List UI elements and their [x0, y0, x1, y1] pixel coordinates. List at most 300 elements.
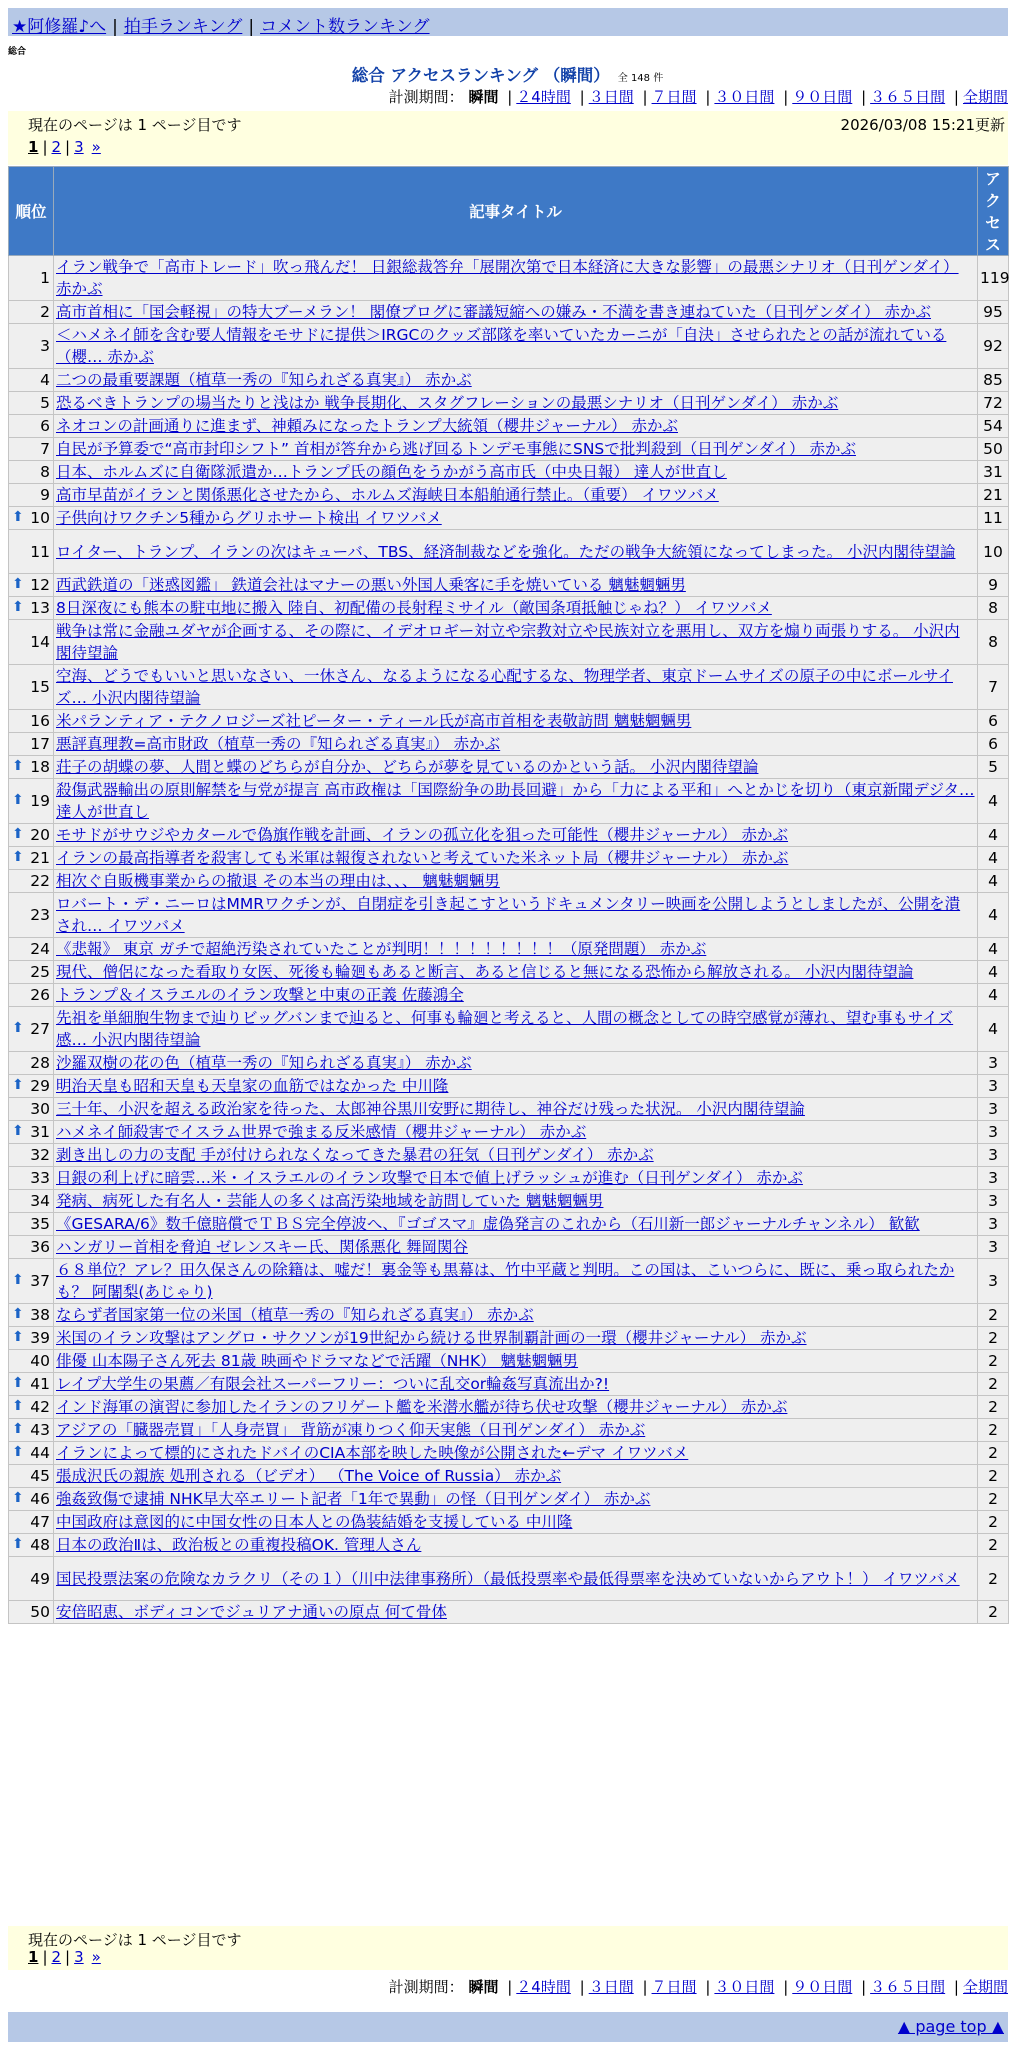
access-count: 72: [978, 392, 1009, 415]
access-count: 4: [978, 847, 1009, 870]
up-arrow-icon: ⬆: [12, 792, 24, 808]
title-cell: [54, 574, 978, 597]
up-arrow-icon: ⬆: [12, 1329, 24, 1345]
title-cell: [54, 1534, 978, 1557]
table-row: [9, 324, 1009, 369]
access-count: 2: [978, 1304, 1009, 1327]
rank-cell: [9, 1167, 54, 1190]
access-count: 2: [978, 1442, 1009, 1465]
title-cell: [54, 1075, 978, 1098]
article-title-link[interactable]: 悪評真理教=高市財政（植草一秀の『知られざる真実』） 赤かぶ: [56, 735, 501, 753]
article-title-link[interactable]: 三十年、小沢を超える政治家を待った、太郎神谷黒川安野に期待し、神谷だけ残った状況。 小沢内閣待望論: [56, 1100, 805, 1118]
rank-number: 31: [30, 1123, 50, 1141]
rank-number: 38: [30, 1306, 50, 1324]
period-link-24h[interactable]: ２4時間: [516, 88, 571, 106]
rank-number: 25: [30, 963, 50, 981]
title-cell: [54, 1144, 978, 1167]
table-row: [9, 1121, 1009, 1144]
access-count: 4: [978, 984, 1009, 1007]
period-current: 瞬間: [468, 1978, 499, 1996]
article-title-link[interactable]: 西武鉄道の「迷惑図鑑」 鉄道会社はマナーの悪い外国人乗客に手を焼いている 魑魅魍魎男: [56, 576, 686, 594]
title-cell: [54, 938, 978, 961]
article-title-link[interactable]: 中国政府は意図的に中国女性の日本人との偽装結婚を支援している 中川隆: [56, 1513, 573, 1531]
article-title-link[interactable]: レイプ大学生の果薦／有限会社スーパーフリー：ついに乱交or輪姦写真流出か?!: [56, 1375, 610, 1393]
separator: |: [248, 17, 255, 37]
article-title-link[interactable]: 米パランティア・テクノロジーズ社ピーター・ティール氏が高市首相を表敬訪問 魑魅魍魎男: [56, 712, 692, 730]
rank-cell: [9, 574, 54, 597]
table-row: [9, 1419, 1009, 1442]
table-row: [9, 1304, 1009, 1327]
title-cell: [54, 1488, 978, 1511]
article-title-link[interactable]: 《GESARA/6》数千億賠償でＴＢＳ完全停波へ、『ゴゴスマ』虚偽発言のこれから（石川新一郎ジャーナルチャンネル） 歓歓: [56, 1215, 920, 1233]
rank-number: 30: [30, 1100, 50, 1118]
access-count: 4: [978, 893, 1009, 938]
page-top-link[interactable]: ▲ page top ▲: [897, 2017, 1004, 2036]
rank-cell: [9, 984, 54, 1007]
total-count: 全 148 件: [617, 73, 664, 84]
access-count: 3: [978, 1075, 1009, 1098]
title-cell: [54, 415, 978, 438]
rank-cell: [9, 507, 54, 530]
period-selector-top: 計測期間： 瞬間 | ２4時間 | ３日間 | ７日間 | ３０日間 | ９０日間 | ３６５日間 | 全期間: [388, 88, 1008, 106]
article-title-link[interactable]: 張成沢氏の親族 処刑される（ビデオ） （The Voice of Russia） 赤かぶ: [56, 1467, 562, 1485]
article-title-link[interactable]: トランプ＆イスラエルのイラン攻撃と中東の正義 佐藤鴻全: [56, 986, 464, 1004]
title-cell: [54, 1098, 978, 1121]
page-link-2[interactable]: 2: [51, 138, 62, 156]
rank-cell: [9, 461, 54, 484]
access-count: 2: [978, 1396, 1009, 1419]
article-title-link[interactable]: 荘子の胡蝶の夢、人間と蝶のどちらが自分か、どちらが夢を見ているのかという話。 小沢内閣待望論: [56, 758, 759, 776]
article-title-link[interactable]: イランの最高指導者を殺害しても米軍は報復されないと考えていた米ネット局（櫻井ジャーナル） 赤かぶ: [56, 849, 789, 867]
access-count: 3: [978, 1167, 1009, 1190]
table-row: [9, 961, 1009, 984]
access-count: 3: [978, 1259, 1009, 1304]
table-row: [9, 733, 1009, 756]
table-row: [9, 507, 1009, 530]
rank-number: 16: [30, 712, 50, 730]
access-count: 4: [978, 824, 1009, 847]
rank-number: 44: [30, 1444, 50, 1462]
access-count: 50: [978, 438, 1009, 461]
article-title-link[interactable]: 相次ぐ自販機事業からの撤退 その本当の理由は、、、 魑魅魍魎男: [56, 872, 500, 890]
rank-cell: [9, 665, 54, 710]
rank-cell: [9, 1213, 54, 1236]
article-title-link[interactable]: 日銀の利上げに暗雲…米・イスラエルのイラン攻撃で日本で値上げラッシュが進む（日刊ゲンダイ） 赤かぶ: [56, 1169, 803, 1187]
nav-link-asyura-home[interactable]: ★阿修羅♪へ: [12, 17, 107, 37]
period-link-24h[interactable]: ２4時間: [516, 1978, 571, 1996]
up-arrow-icon: ⬆: [12, 1077, 24, 1093]
title-cell: [54, 1190, 978, 1213]
page-current: 1: [28, 138, 39, 156]
rank-number: 23: [30, 906, 50, 924]
article-title-link[interactable]: 殺傷武器輸出の原則解禁を与党が提言 高市政権は「国際紛争の助長回避」から「力による平和」へとかじを切り（東京新聞デジタ… 達人が世直し: [56, 781, 975, 821]
article-title-link[interactable]: ＜ハメネイ師を含む要人情報をモサドに提供＞IRGCのクッズ部隊を率いていたカーニが「自決」させられたとの話が流れている（櫻… 赤かぶ: [56, 326, 947, 366]
article-title-link[interactable]: 発病、病死した有名人・芸能人の多くは高汚染地域を訪問していた 魑魅魍魎男: [56, 1192, 604, 1210]
up-arrow-icon: ⬆: [12, 849, 24, 865]
rank-number: 14: [30, 633, 50, 651]
table-row: [9, 1442, 1009, 1465]
period-link-7d[interactable]: ７日間: [651, 88, 697, 106]
rank-number: 49: [30, 1569, 50, 1588]
rank-cell: [9, 938, 54, 961]
title-cell: [54, 392, 978, 415]
period-link-90d[interactable]: ９０日間: [792, 1978, 853, 1996]
page-title: [0, 62, 1015, 86]
title-cell: [54, 779, 978, 824]
period-link-90d[interactable]: ９０日間: [792, 88, 853, 106]
title-cell: [54, 1304, 978, 1327]
up-arrow-icon: ⬆: [12, 509, 24, 525]
title-cell: [54, 1373, 978, 1396]
category-tag: 総合: [8, 47, 27, 57]
table-row: [9, 1350, 1009, 1373]
article-title-link[interactable]: 日本の政治Ⅱは、政治板との重複投稿OK. 管理人さん: [56, 1536, 422, 1554]
rank-number: 35: [30, 1215, 50, 1233]
article-title-link[interactable]: 8日深夜にも熊本の駐屯地に搬入 陸自、初配備の長射程ミサイル（敵国条項抵触じゃね？） イワツバメ: [56, 599, 772, 617]
table-row: [9, 1167, 1009, 1190]
table-row: [9, 1511, 1009, 1534]
access-count: 7: [978, 665, 1009, 710]
rank-cell: [9, 1121, 54, 1144]
access-count: 3: [978, 1236, 1009, 1259]
rank-number: 17: [30, 735, 50, 753]
rank-cell: [9, 1419, 54, 1442]
top-nav-links: [12, 12, 430, 37]
table-row: [9, 574, 1009, 597]
rank-number: 18: [30, 758, 50, 776]
period-link-all[interactable]: 全期間: [962, 88, 1008, 106]
access-count: 2: [978, 1373, 1009, 1396]
table-row: [9, 847, 1009, 870]
rank-cell: [9, 392, 54, 415]
up-arrow-icon: ⬆: [12, 1306, 24, 1322]
rank-cell: [9, 324, 54, 369]
title-cell: [54, 1213, 978, 1236]
rank-cell: [9, 369, 54, 392]
rank-number: 42: [30, 1398, 50, 1416]
rank-cell: [9, 484, 54, 507]
title-cell: [54, 1167, 978, 1190]
table-row: [9, 1488, 1009, 1511]
article-title-link[interactable]: 国民投票法案の危険なカラクリ（その１）（川中法律事務所）（最低投票率や最低得票率を決めていないからアウト！） イワツバメ: [56, 1569, 960, 1588]
rank-cell: [9, 756, 54, 779]
rank-cell: [9, 1304, 54, 1327]
page-current: 1: [28, 1948, 39, 1966]
period-selector-bottom: 計測期間： 瞬間 | ２4時間 | ３日間 | ７日間 | ３０日間 | ９０日間 | ３６５日間 | 全期間: [388, 1978, 1008, 1996]
table-row: [9, 779, 1009, 824]
article-title-link[interactable]: 日本、ホルムズに自衛隊派遣か…トランプ氏の顔色をうかがう高市氏（中央日報） 達人が世直し: [56, 463, 727, 481]
table-row: [9, 438, 1009, 461]
ranking-table: [8, 166, 1009, 1624]
current-page-text: 現在のページは 1 ページ目です: [28, 116, 242, 134]
rank-cell: [9, 1534, 54, 1557]
table-row: [9, 1075, 1009, 1098]
access-count: 10: [978, 530, 1009, 574]
access-count: 2: [978, 1327, 1009, 1350]
up-arrow-icon: ⬆: [12, 1375, 24, 1391]
rank-cell: [9, 1601, 54, 1624]
article-title-link[interactable]: 自民が予算委で“高市封印シフト” 首相が答弁から逃げ回るトンデモ事態にSNSで批判殺到（日刊ゲンダイ） 赤かぶ: [56, 440, 856, 458]
rank-number: 7: [40, 440, 50, 458]
table-row: [9, 824, 1009, 847]
article-title-link[interactable]: ならず者国家第一位の米国（植草一秀の『知られざる真実』） 赤かぶ: [56, 1306, 534, 1324]
updated-timestamp: 2026/03/08 15:21更新: [840, 116, 1005, 134]
table-row: [9, 1052, 1009, 1075]
title-cell: [54, 484, 978, 507]
article-title-link[interactable]: ハンガリー首相を脅迫 ゼレンスキー氏、関係悪化 舞岡関谷: [56, 1238, 469, 1256]
page-info-bottom: [8, 1926, 1008, 1970]
header-rank: 順位: [9, 167, 54, 256]
rank-cell: [9, 870, 54, 893]
table-row: [9, 1236, 1009, 1259]
article-title-link[interactable]: 恐るべきトランプの場当たりと浅はか 戦争長期化、スタグフレーションの最悪シナリオ（日刊ゲンダイ） 赤かぶ: [56, 394, 839, 412]
period-link-365d[interactable]: ３６５日間: [870, 88, 946, 106]
access-count: 4: [978, 779, 1009, 824]
title-cell: [54, 1121, 978, 1144]
up-arrow-icon: ⬆: [12, 1490, 24, 1506]
rank-number: 45: [30, 1467, 50, 1485]
page-link-2[interactable]: 2: [51, 1948, 62, 1966]
article-title-link[interactable]: 沙羅双樹の花の色（植草一秀の『知られざる真実』） 赤かぶ: [56, 1054, 472, 1072]
title-cell: [54, 733, 978, 756]
article-title-link[interactable]: 二つの最重要課題（植草一秀の『知られざる真実』） 赤かぶ: [56, 371, 472, 389]
access-count: 85: [978, 369, 1009, 392]
rank-cell: [9, 1350, 54, 1373]
rank-number: 37: [30, 1272, 50, 1290]
rank-number: 50: [30, 1603, 50, 1621]
table-row: [9, 1534, 1009, 1557]
rank-number: 9: [40, 486, 50, 504]
table-row: [9, 301, 1009, 324]
up-arrow-icon: ⬆: [12, 1123, 24, 1139]
table-row: [9, 1098, 1009, 1121]
access-count: 4: [978, 1007, 1009, 1052]
title-cell: [54, 438, 978, 461]
table-row: [9, 1327, 1009, 1350]
title-cell: [54, 847, 978, 870]
access-count: 21: [978, 484, 1009, 507]
access-count: 92: [978, 324, 1009, 369]
article-title-link[interactable]: 高市首相に「国会軽視」の特大ブーメラン！ 閣僚ブログに審議短縮への嫌み・不満を書き連ねていた（日刊ゲンダイ） 赤かぶ: [56, 303, 931, 321]
article-title-link[interactable]: 現代、僧侶になった看取り女医、死後も輪廻もあると断言、あると信じると無になる恐怖から解放される。 小沢内閣待望論: [56, 963, 914, 981]
rank-cell: [9, 1465, 54, 1488]
rank-number: 41: [30, 1375, 50, 1393]
title-cell: [54, 620, 978, 665]
article-title-link[interactable]: ロイター、トランプ、イランの次はキューバ、TBS、経済制裁などを強化。ただの戦争大統領になってしまった。 小沢内閣待望論: [56, 542, 956, 561]
title-cell: [54, 824, 978, 847]
title-cell: [54, 369, 978, 392]
article-title-link[interactable]: 剥き出しの力の支配 手が付けられなくなってきた暴君の狂気（日刊ゲンダイ） 赤かぶ: [56, 1146, 654, 1164]
article-title-link[interactable]: 米国のイラン攻撃はアングロ・サクソンが19世紀から続ける世界制覇計画の一環（櫻井ジャーナル） 赤かぶ: [56, 1329, 807, 1347]
article-title-link[interactable]: ロバート・デ・ニーロはMMRワクチンが、自閉症を引き起こすというドキュメンタリー映画を公開しようとしましたが、公開を潰され… イワツバメ: [56, 895, 961, 935]
article-title-link[interactable]: ハメネイ師殺害でイスラム世界で強まる反米感情（櫻井ジャーナル） 赤かぶ: [56, 1123, 587, 1141]
rank-number: 19: [30, 792, 50, 810]
rank-number: 48: [30, 1536, 50, 1554]
access-count: 2: [978, 1557, 1009, 1601]
title-cell: [54, 256, 978, 301]
access-count: 4: [978, 961, 1009, 984]
article-title-link[interactable]: 《悲報》 東京 ガチで超絶汚染されていたことが判明！！！！！！！！！（原発問題） 赤かぶ: [56, 940, 707, 958]
rank-cell: [9, 301, 54, 324]
rank-number: 21: [30, 849, 50, 867]
table-row: [9, 938, 1009, 961]
rank-number: 1: [40, 269, 50, 287]
article-title-link[interactable]: 高市早苗がイランと関係悪化させたから、ホルムズ海峡日本船舶通行禁止。（重要） イワツバメ: [56, 486, 719, 504]
rank-number: 22: [30, 872, 50, 890]
rank-cell: [9, 779, 54, 824]
article-title-link[interactable]: アジアの「臓器売買」「人身売買」 背筋が凍りつく仰天実態（日刊ゲンダイ） 赤かぶ: [56, 1421, 646, 1439]
ranking-table-body: [9, 256, 1009, 1624]
rank-number: 5: [40, 394, 50, 412]
rank-cell: [9, 1557, 54, 1601]
article-title-link[interactable]: 俳優 山本陽子さん死去 81歳 映画やドラマなどで活躍（NHK） 魑魅魍魎男: [56, 1352, 579, 1370]
header-access: アクセス: [978, 167, 1009, 256]
access-count: 3: [978, 1098, 1009, 1121]
rank-cell: [9, 1144, 54, 1167]
table-row: [9, 1373, 1009, 1396]
article-title-link[interactable]: 強姦致傷で逮捕 NHK早大卒エリート記者「1年で異動」の怪（日刊ゲンダイ） 赤かぶ: [56, 1490, 651, 1508]
access-count: 3: [978, 1052, 1009, 1075]
article-title-link[interactable]: インド海軍の演習に参加したイランのフリゲート艦を米潜水艦が待ち伏せ攻撃（櫻井ジャーナル） 赤かぶ: [56, 1398, 788, 1416]
title-cell: [54, 1465, 978, 1488]
article-title-link[interactable]: イランによって標的にされたドバイのCIA本部を映した映像が公開された←デマ イワツバメ: [56, 1444, 689, 1462]
up-arrow-icon: ⬆: [12, 826, 24, 842]
rank-cell: [9, 824, 54, 847]
up-arrow-icon: ⬆: [12, 576, 24, 592]
rank-number: 11: [30, 542, 50, 561]
pagination-top: 1 | 2 | 3 »: [28, 138, 101, 156]
up-arrow-icon: ⬆: [12, 1272, 24, 1288]
table-row: [9, 415, 1009, 438]
title-cell: [54, 893, 978, 938]
table-row: [9, 484, 1009, 507]
article-title-link[interactable]: 戦争は常に金融ユダヤが企画する、その際に、イデオロギー対立や宗教対立や民族対立を悪用し、双方を煽り両張りする。 小沢内閣待望論: [56, 622, 960, 662]
access-count: 54: [978, 415, 1009, 438]
access-count: 8: [978, 597, 1009, 620]
table-header-row: [9, 167, 1009, 256]
article-title-link[interactable]: ネオコンの計画通りに進まず、神頼みになったトランプ大統領（櫻井ジャーナル） 赤かぶ: [56, 417, 678, 435]
access-count: 4: [978, 870, 1009, 893]
access-count: 31: [978, 461, 1009, 484]
up-arrow-icon: ⬆: [12, 1398, 24, 1414]
article-title-link[interactable]: モサドがサウジやカタールで偽旗作戦を計画、イランの孤立化を狙った可能性（櫻井ジャーナル） 赤かぶ: [56, 826, 789, 844]
rank-number: 3: [40, 337, 50, 355]
title-cell: [54, 1419, 978, 1442]
access-count: 2: [978, 1534, 1009, 1557]
access-count: 2: [978, 1601, 1009, 1624]
article-title-link[interactable]: 安倍昭恵、ボディコンでジュリアナ通いの原点 何て骨体: [56, 1603, 447, 1621]
rank-cell: [9, 893, 54, 938]
title-cell: [54, 1052, 978, 1075]
access-count: 2: [978, 1419, 1009, 1442]
rank-number: 8: [40, 463, 50, 481]
title-cell: [54, 756, 978, 779]
up-arrow-icon: ⬆: [12, 599, 24, 615]
period-link-7d[interactable]: ７日間: [651, 1978, 697, 1996]
top-nav-bar: [8, 8, 1008, 36]
up-arrow-icon: ⬆: [12, 1020, 24, 1036]
table-row: [9, 1259, 1009, 1304]
table-row: [9, 1213, 1009, 1236]
period-current: 瞬間: [468, 88, 499, 106]
article-title-link[interactable]: イラン戦争で「高市トレード」吹っ飛んだ！ 日銀総裁答弁「展開次第で日本経済に大きな影響」の最悪シナリオ（日刊ゲンダイ） 赤かぶ: [56, 258, 959, 298]
up-arrow-icon: ⬆: [12, 1536, 24, 1552]
rank-cell: [9, 1488, 54, 1511]
page-link-3[interactable]: 3: [74, 1948, 84, 1966]
rank-cell: [9, 733, 54, 756]
rank-cell: [9, 1373, 54, 1396]
title-cell: [54, 461, 978, 484]
article-title-link[interactable]: 先祖を単細胞生物まで辿りビッグバンまで辿ると、何事も輪廻と考えると、人間の概念としての時空感覚が薄れ、望む事もサイズ感… 小沢内閣待望論: [56, 1009, 954, 1049]
access-count: 3: [978, 1144, 1009, 1167]
rank-cell: [9, 530, 54, 574]
rank-number: 4: [40, 371, 50, 389]
period-link-3d[interactable]: ３日間: [588, 88, 634, 106]
title-cell: [54, 1511, 978, 1534]
period-link-all[interactable]: 全期間: [962, 1978, 1008, 1996]
rank-cell: [9, 1007, 54, 1052]
rank-cell: [9, 1396, 54, 1419]
rank-number: 13: [30, 599, 50, 617]
page-link-3[interactable]: 3: [74, 138, 84, 156]
nav-link-comment-ranking[interactable]: コメント数ランキング: [260, 17, 430, 37]
article-title-link[interactable]: 明治天皇も昭和天皇も天皇家の血筋ではなかった 中川隆: [56, 1077, 449, 1095]
rank-number: 47: [30, 1513, 50, 1531]
table-row: [9, 620, 1009, 665]
table-row: [9, 1396, 1009, 1419]
table-row: [9, 1190, 1009, 1213]
period-link-3d[interactable]: ３日間: [588, 1978, 634, 1996]
table-row: [9, 665, 1009, 710]
access-count: 5: [978, 756, 1009, 779]
article-title-link[interactable]: 子供向けワクチン5種からグリホサート検出 イワツバメ: [56, 509, 442, 527]
rank-number: 39: [30, 1329, 50, 1347]
access-count: 2: [978, 1350, 1009, 1373]
up-arrow-icon: ⬆: [12, 1444, 24, 1460]
access-count: 3: [978, 1190, 1009, 1213]
title-cell: [54, 1327, 978, 1350]
rank-cell: [9, 256, 54, 301]
table-row: [9, 893, 1009, 938]
nav-link-clap-ranking[interactable]: 拍手ランキング: [123, 17, 243, 37]
title-cell: [54, 1557, 978, 1601]
rank-number: 24: [30, 940, 50, 958]
title-cell: [54, 530, 978, 574]
article-title-link[interactable]: ６８単位？アレ？田久保さんの除籍は、嘘だ！裏金等も黒幕は、竹中平蔵と判明。この国は、こいつらに、既に、乗っ取られたかも？ 阿闍梨(あじゃり): [56, 1261, 955, 1301]
up-arrow-icon: ⬆: [12, 1421, 24, 1437]
page-link-next[interactable]: »: [91, 138, 101, 156]
rank-cell: [9, 597, 54, 620]
article-title-link[interactable]: 空海、どうでもいいと思いなさい、一休さん、なるようになる心配するな、物理学者、東京ドームサイズの原子の中にボールサイズ… 小沢内閣待望論: [56, 667, 953, 707]
rank-number: 32: [30, 1146, 50, 1164]
page-link-next[interactable]: »: [91, 1948, 101, 1966]
pagination-bottom: 1 | 2 | 3 »: [28, 1948, 101, 1966]
period-link-30d[interactable]: ３０日間: [714, 88, 775, 106]
rank-number: 12: [30, 576, 50, 594]
title-cell: [54, 1350, 978, 1373]
access-count: 6: [978, 733, 1009, 756]
rank-number: 15: [30, 678, 50, 696]
title-cell: [54, 597, 978, 620]
period-link-365d[interactable]: ３６５日間: [870, 1978, 946, 1996]
period-link-30d[interactable]: ３０日間: [714, 1978, 775, 1996]
rank-cell: [9, 1259, 54, 1304]
rank-cell: [9, 1052, 54, 1075]
rank-cell: [9, 847, 54, 870]
title-cell: [54, 1259, 978, 1304]
table-row: [9, 870, 1009, 893]
rank-cell: [9, 710, 54, 733]
